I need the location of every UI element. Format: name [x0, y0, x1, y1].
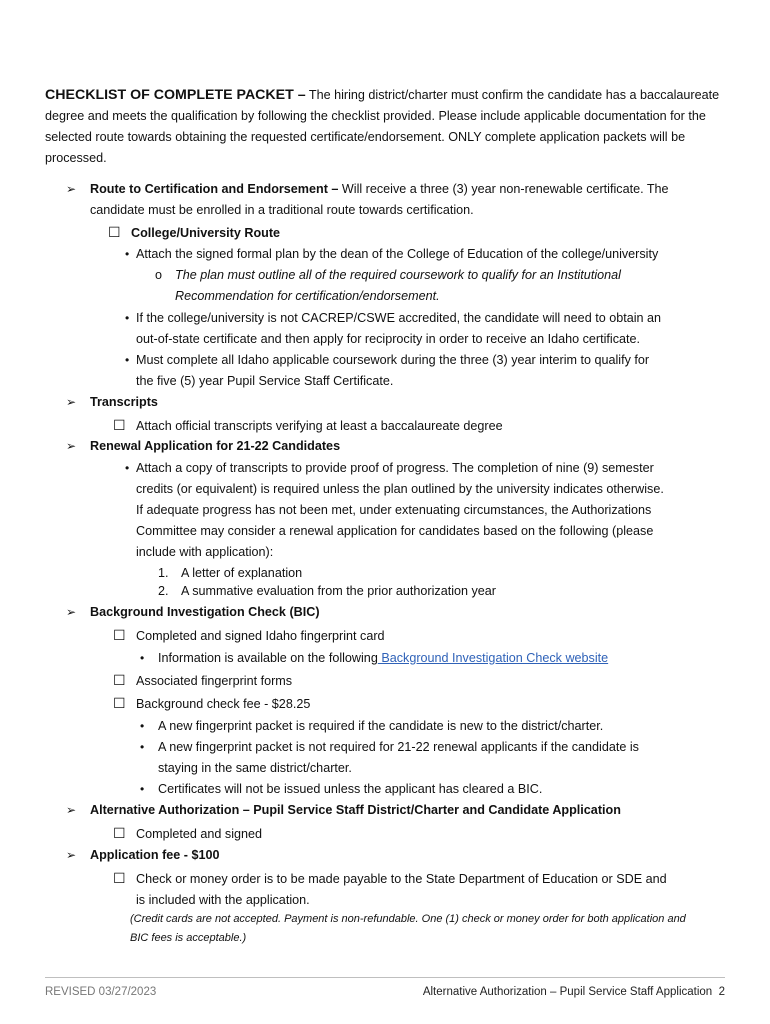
college-bullet-2a: If the college/university is not CACREP/CSWE accredited, the candidate will need to obtain an	[136, 311, 662, 325]
intro-text: The hiring district/charter must confirm the candidate has a baccalaureate degree and meets the qualification by following the checklist provided. Please include applicable documentation for the selected route towards obtaining the requested certificate/endorsement. ONLY complete application packets will be processed.	[45, 88, 720, 165]
bullet-icon: •	[140, 782, 145, 796]
bullet-icon: •	[125, 461, 130, 475]
route-text-1: Will receive a three (3) year non-renewable certificate. The	[338, 182, 669, 196]
transcripts-heading: Transcripts	[90, 395, 158, 409]
renewal-text-3: If adequate progress has not been met, under extenuating circumstances, the Authorizations	[136, 503, 652, 517]
college-sub-1a: The plan must outline all of the required coursework to qualify for an Institutional	[175, 268, 621, 282]
fee-heading: Application fee - $100	[90, 848, 220, 862]
bic-website-link[interactable]: Background Investigation Check website	[377, 651, 609, 665]
checkbox-icon[interactable]: ☐	[113, 417, 126, 433]
bullet-icon: •	[125, 247, 130, 261]
renewal-num-1: 1.	[158, 566, 169, 580]
checkbox-icon[interactable]: ☐	[113, 627, 126, 643]
bic-item-3: Background check fee - $28.25	[136, 697, 311, 711]
renewal-num-2: 2.	[158, 584, 169, 598]
arrow-bullet-icon: ➢	[66, 439, 77, 453]
bic-sub-2a: A new fingerprint packet is not required for 21-22 renewal applicants if the candidate is	[158, 740, 639, 754]
renewal-text-2: credits (or equivalent) is required unless the plan outlined by the university indicates otherwise.	[136, 482, 664, 496]
bullet-icon: •	[125, 311, 130, 325]
checkbox-icon[interactable]: ☐	[113, 695, 126, 711]
bic-sub-3: Certificates will not be issued unless the applicant has cleared a BIC.	[158, 782, 543, 796]
arrow-bullet-icon: ➢	[66, 848, 77, 862]
bic-heading: Background Investigation Check (BIC)	[90, 605, 320, 619]
transcripts-item: Attach official transcripts verifying at least a baccalaureate degree	[136, 419, 503, 433]
college-bullet-3b: the five (5) year Pupil Service Staff Certificate.	[136, 374, 394, 388]
fee-item-1: Check or money order is to be made payable to the State Department of Education or SDE and	[136, 872, 667, 886]
page-number: 2	[718, 986, 725, 998]
checkbox-icon[interactable]: ☐	[113, 672, 126, 688]
fee-note-2: BIC fees is acceptable.)	[130, 932, 247, 944]
college-bullet-2b: out-of-state certificate and then apply for reciprocity in order to receive an Idaho certificate.	[136, 332, 641, 346]
renewal-heading: Renewal Application for 21-22 Candidates	[90, 439, 341, 453]
footer-title-line	[423, 982, 725, 1003]
bullet-icon: •	[140, 651, 145, 665]
bullet-icon: •	[140, 740, 145, 754]
bullet-icon: •	[140, 719, 145, 733]
alt-item: Completed and signed	[136, 827, 263, 841]
fee-item-2: is included with the application.	[136, 893, 310, 907]
bic-sub-1: A new fingerprint packet is required if the candidate is new to the district/charter.	[158, 719, 604, 733]
renewal-text-5: include with application):	[136, 545, 274, 559]
checklist-title: CHECKLIST OF COMPLETE PACKET –	[45, 87, 306, 103]
checkbox-icon[interactable]: ☐	[113, 870, 126, 886]
bic-item-1: Completed and signed Idaho fingerprint card	[136, 629, 385, 643]
bic-info-line	[158, 648, 608, 669]
checkbox-icon[interactable]: ☐	[113, 825, 126, 841]
college-sub-1b: Recommendation for certification/endorsement.	[175, 289, 440, 303]
alt-heading: Alternative Authorization – Pupil Service Staff District/Charter and Candidate Application	[90, 803, 621, 817]
college-bullet-1: Attach the signed formal plan by the dean of the College of Education of the college/university	[136, 247, 659, 261]
footer-revised: REVISED 03/27/2023	[45, 986, 157, 998]
renewal-item-1: A letter of explanation	[181, 566, 303, 580]
college-bullet-3a: Must complete all Idaho applicable coursework during the three (3) year interim to qualify for	[136, 353, 650, 367]
route-text-2: candidate must be enrolled in a traditional route towards certification.	[90, 203, 474, 217]
footer-divider	[45, 977, 725, 978]
renewal-text-1: Attach a copy of transcripts to provide proof of progress. The completion of nine (9) semester	[136, 461, 654, 475]
circle-bullet-icon: o	[155, 268, 163, 282]
arrow-bullet-icon: ➢	[66, 803, 77, 817]
arrow-bullet-icon: ➢	[66, 605, 77, 619]
checkbox-icon[interactable]: ☐	[108, 224, 121, 240]
route-heading: Route to Certification and Endorsement –	[90, 182, 339, 196]
bic-sub-2b: staying in the same district/charter.	[158, 761, 352, 775]
renewal-item-2: A summative evaluation from the prior authorization year	[181, 584, 496, 598]
bullet-icon: •	[125, 353, 130, 367]
route-line-1	[90, 179, 669, 200]
fee-note-1: (Credit cards are not accepted. Payment is non-refundable. One (1) check or money order for both application and	[130, 913, 686, 925]
arrow-bullet-icon: ➢	[66, 182, 77, 196]
arrow-bullet-icon: ➢	[66, 395, 77, 409]
footer-title: Alternative Authorization – Pupil Service Staff Application	[422, 986, 713, 998]
bic-info-text: Information is available on the following	[158, 651, 378, 665]
college-route-label: College/University Route	[131, 226, 281, 240]
intro-paragraph	[45, 85, 725, 169]
bic-item-2: Associated fingerprint forms	[136, 674, 293, 688]
renewal-text-4: Committee may consider a renewal application for candidates based on the following (please	[136, 524, 654, 538]
